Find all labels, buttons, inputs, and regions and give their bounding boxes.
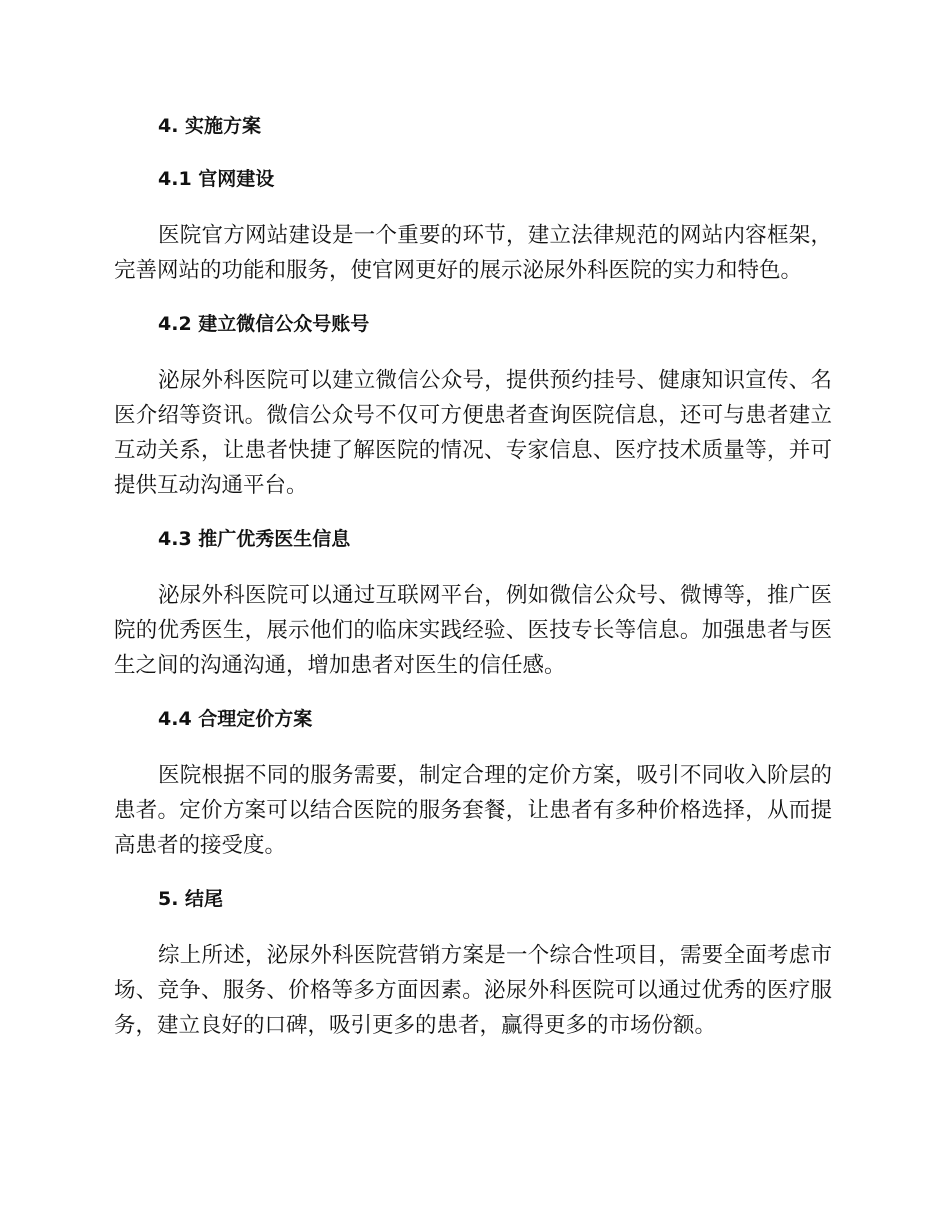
paragraph-pricing: 医院根据不同的服务需要，制定合理的定价方案，吸引不同收入阶层的患者。定价方案可以结合医院的服务套餐，让患者有多种价格选择，从而提高患者的接受度。	[114, 763, 832, 858]
section-heading-conclusion: 5. 结尾	[158, 888, 224, 910]
section-heading-implementation: 4. 实施方案	[158, 115, 262, 137]
section-heading-website: 4.1 官网建设	[158, 168, 275, 190]
paragraph-website: 医院官方网站建设是一个重要的环节，建立法律规范的网站内容框架，完善网站的功能和服务，使官网更好的展示泌尿外科医院的实力和特色。	[114, 223, 832, 283]
paragraph-doctors: 泌尿外科医院可以通过互联网平台，例如微信公众号、微博等，推广医院的优秀医生，展示他们的临床实践经验、医技专长等信息。加强患者与医生之间的沟通沟通，增加患者对医生的信任感。	[114, 583, 832, 678]
section-heading-pricing: 4.4 合理定价方案	[158, 708, 313, 730]
paragraph-conclusion: 综上所述，泌尿外科医院营销方案是一个综合性项目，需要全面考虑市场、竞争、服务、价格等多方面因素。泌尿外科医院可以通过优秀的医疗服务，建立良好的口碑，吸引更多的患者，赢得更多的市场份额。	[114, 943, 832, 1038]
paragraph-wechat: 泌尿外科医院可以建立微信公众号，提供预约挂号、健康知识宣传、名医介绍等资讯。微信公众号不仅可方便患者查询医院信息，还可与患者建立互动关系，让患者快捷了解医院的情况、专家信息、医疗技术质量等，并可提供互动沟通平台。	[114, 368, 832, 498]
section-heading-wechat: 4.2 建立微信公众号账号	[158, 313, 370, 335]
section-heading-doctors: 4.3 推广优秀医生信息	[158, 528, 351, 550]
